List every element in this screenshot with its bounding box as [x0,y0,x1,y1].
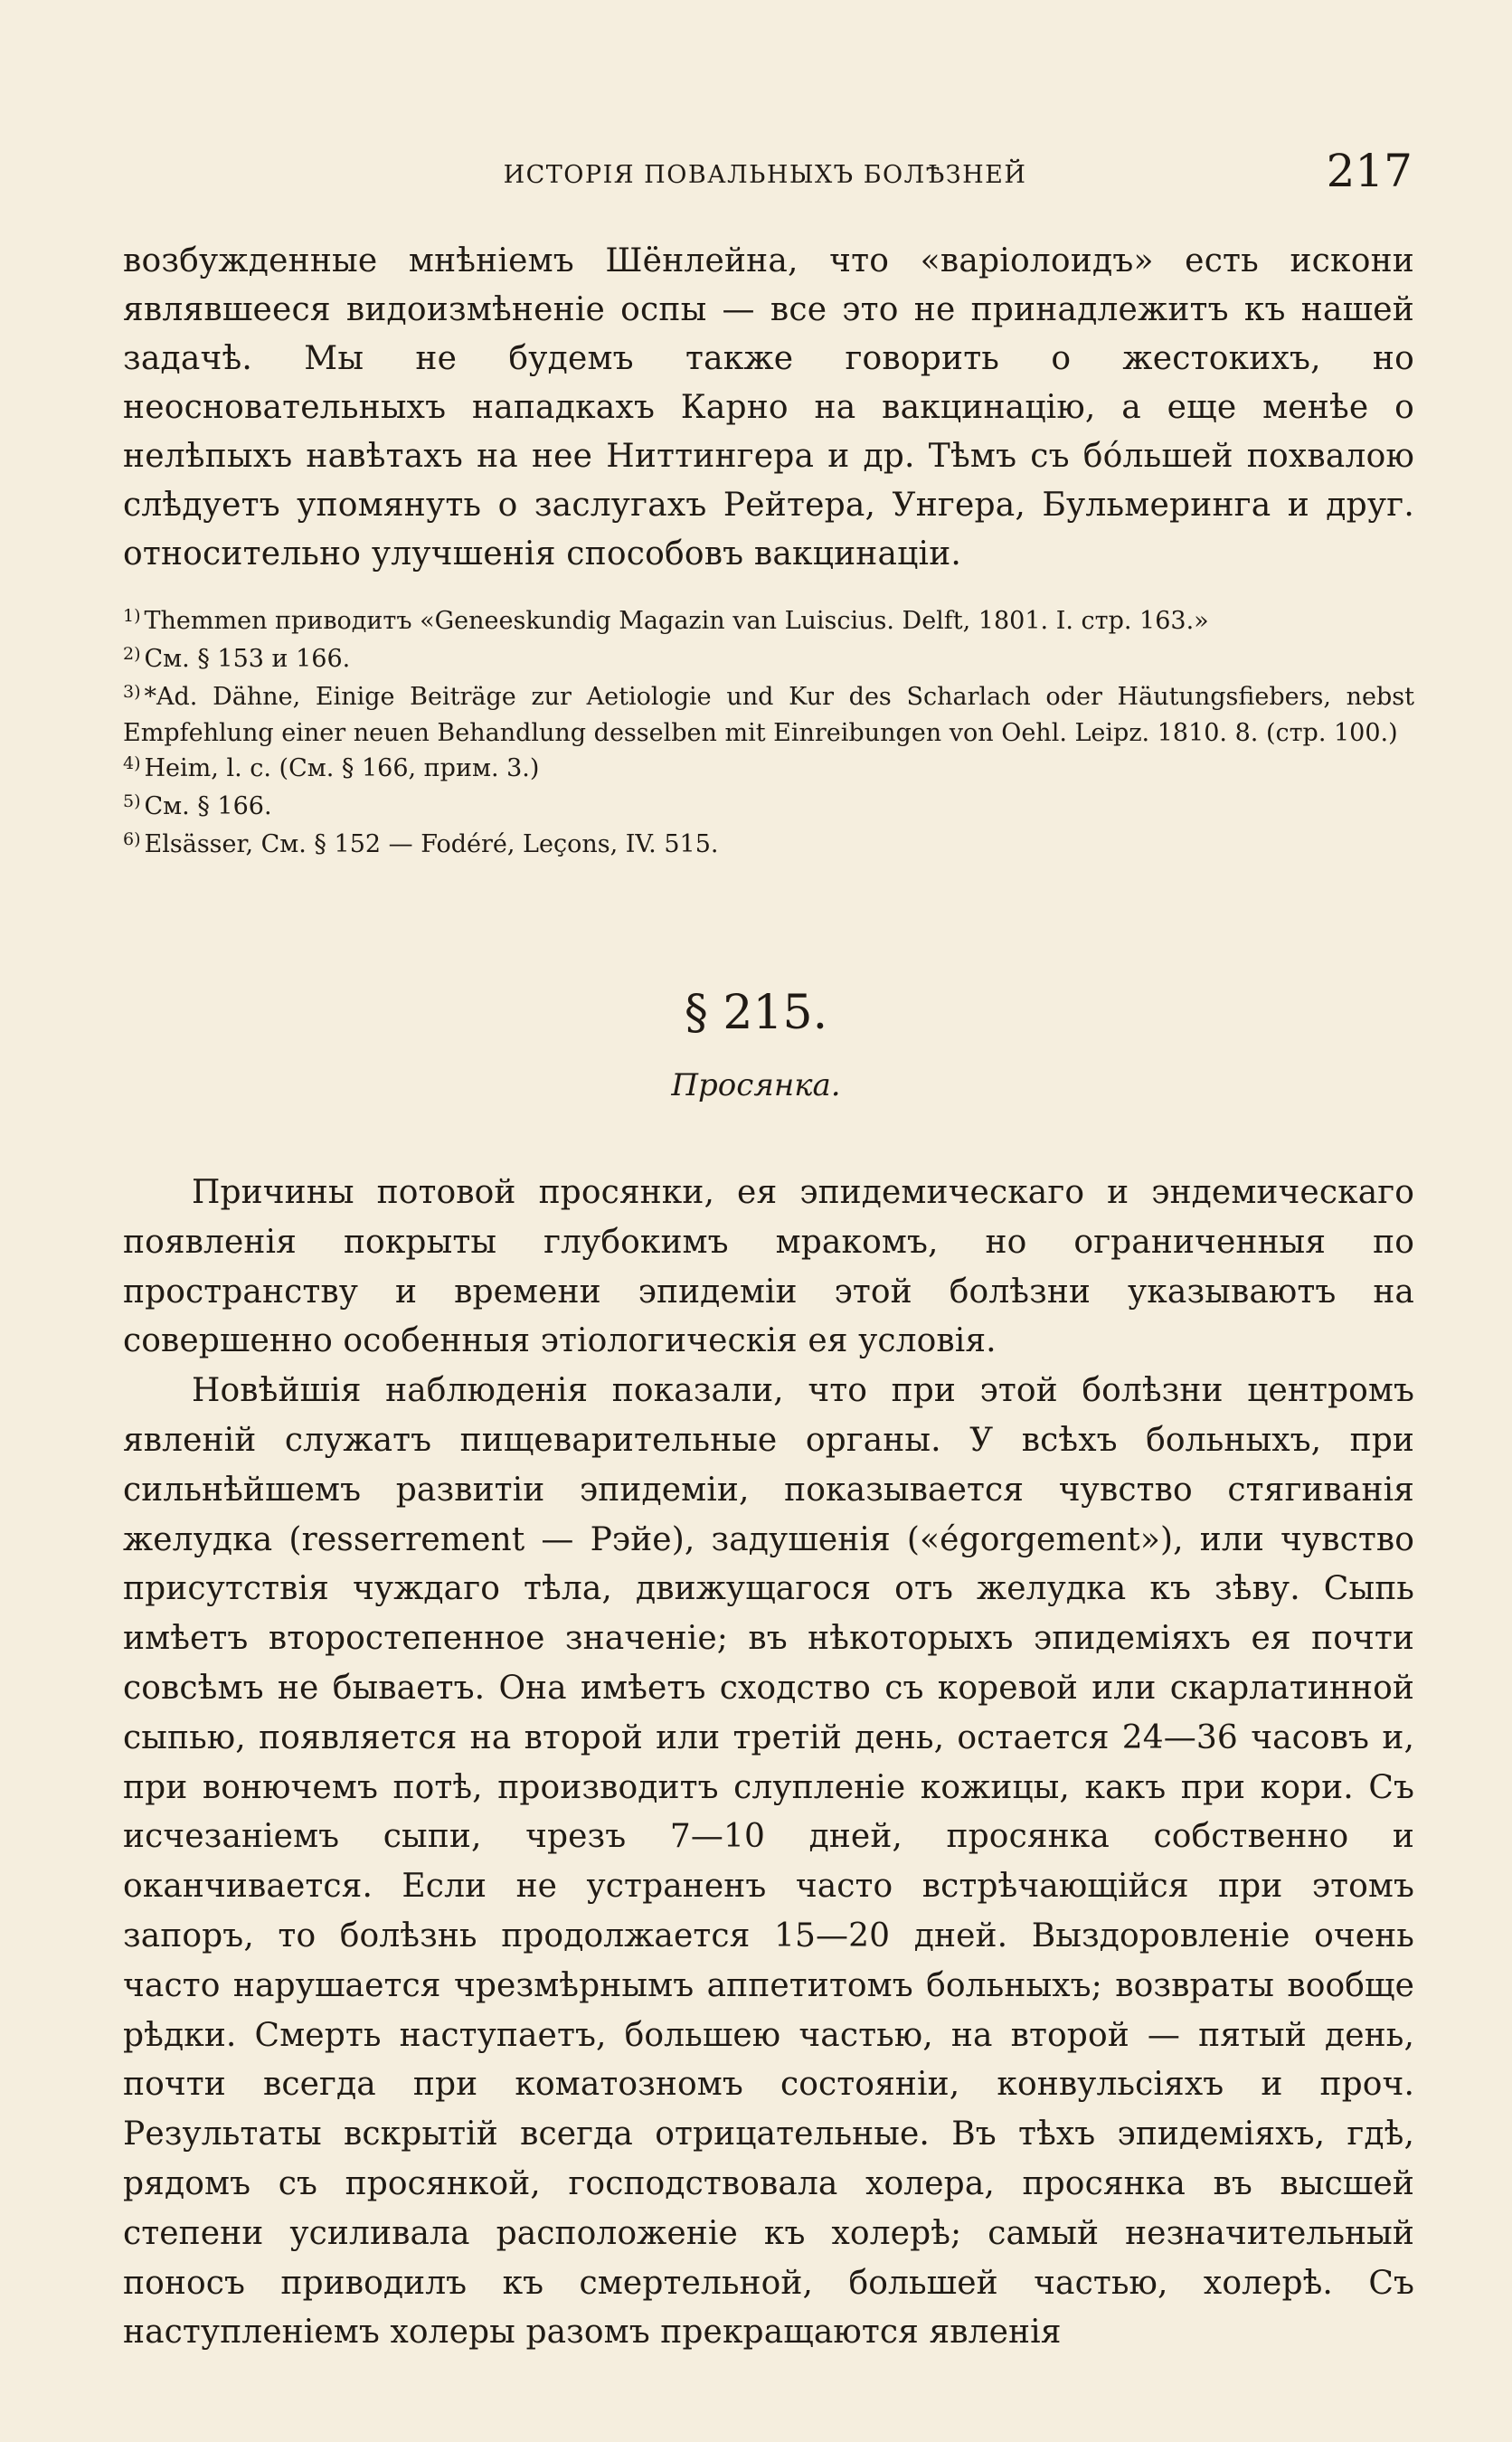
footnote [123,752,1414,788]
footnote-number: 5) [123,791,141,811]
page-header [118,145,1413,199]
footnote-number: 1) [123,606,141,626]
footnote [123,680,1414,750]
footnote [123,828,1414,864]
footnote [123,790,1414,826]
footnote-number: 4) [123,753,141,773]
footnotes [123,604,1414,866]
footnote-text: Heim, l. c. (См. § 166, прим. 3.) [144,754,540,782]
footnote [123,642,1414,678]
body-paragraph: Причины потовой просянки, ея эпидемическаго и эндемическаго появленія покрыты глубокимъ мракомъ, но ограниченныя по пространству и времени эпидеміи этой болѣзни указываютъ на совершенно особенныя этіологическія ея условія. [123,1174,1414,1360]
footnote-number: 2) [123,644,141,664]
footnote-number: 3) [123,682,141,702]
footnote [123,604,1414,640]
section-title: Просянка. [671,1067,841,1103]
footnote-text: Themmen приводитъ «Geneeskundig Magazin van Luiscius. Delft, 1801. I. стр. 163.» [144,607,1209,635]
footnote-text: *Ad. Dähne, Einige Beiträge zur Aetiologie und Kur des Scharlach oder Häutungsfiebers, nebst Empfehlung einer neuen Behandlung desselben mit Einreibungen von Oehl. Leipz. 1810. 8. (стр. 100.) [123,683,1414,747]
footnote-text: См. § 153 и 166. [144,645,351,673]
footnote-text: Elsässer, См. § 152 — Fodéré, Leçons, IV. 515. [144,830,719,858]
main-text [123,1169,1414,2358]
section-number: § 215. [684,986,828,1040]
footnote-text: См. § 166. [144,792,272,820]
page-number: 217 [1326,145,1413,197]
running-title: ИСТОРІЯ ПОВАЛЬНЫХЪ БОЛѢЗНЕЙ [503,161,1027,189]
intro-paragraph: возбужденные мнѣніемъ Шёнлейна, что «варіолоидъ» есть искони являвшееся видоизмѣненіе оспы — все это не принадлежитъ къ нашей задачѣ. Мы не будемъ также говорить о жестокихъ, но неосновательныхъ нападкахъ Карно на вакцинацію, а еще менѣе о нелѣпыхъ навѣтахъ на нее Ниттингера и др. Тѣмъ съ бóльшей похвалою слѣдуетъ упомянуть о заслугахъ Рейтера, Унгера, Бульмеринга и друг. относительно улучшенія способовъ вакцинаціи. [123,242,1414,573]
footnote-number: 6) [123,829,141,849]
body-paragraph: Новѣйшія наблюденія показали, что при этой болѣзни центромъ явленій служатъ пищеварительные органы. У всѣхъ больныхъ, при сильнѣйшемъ развитіи эпидеміи, показывается чувство стягиванія желудка (resserrement — Рэйе), задушенія («égorgement»), или чувство присутствія чуждаго тѣла, движущагося отъ желудка къ зѣву. Сыпь имѣетъ второстепенное значеніе; въ нѣкоторыхъ эпидеміяхъ ея почти совсѣмъ не бываетъ. Она имѣетъ сходство съ коревой или скарлатинной сыпью, появляется на второй или третій день, остается 24—36 часовъ и, при вонючемъ потѣ, производитъ слупленіе кожицы, какъ при кори. Съ исчезаніемъ сыпи, чрезъ 7—10 дней, просянка собственно и оканчивается. Если не устраненъ часто встрѣчающійся при этомъ запоръ, то болѣзнь продолжается 15—20 дней. Выздоровленіе очень часто нарушается чрезмѣрнымъ аппетитомъ больныхъ; возвраты вообще рѣдки. Смерть наступаетъ, большею частью, на второй — пятый день, почти всегда при коматозномъ состояніи, конвульсіяхъ и проч. Результаты вскрытій всегда отрицательные. Въ тѣхъ эпидеміяхъ, гдѣ, рядомъ съ просянкой, господствовала холера, просянка въ высшей степени усиливала расположеніе къ холерѣ; самый незначительный поносъ приводилъ къ смертельной, большей частью, холерѣ. Съ наступленіемъ холеры разомъ прекращаются явленія [123,1372,1414,2352]
